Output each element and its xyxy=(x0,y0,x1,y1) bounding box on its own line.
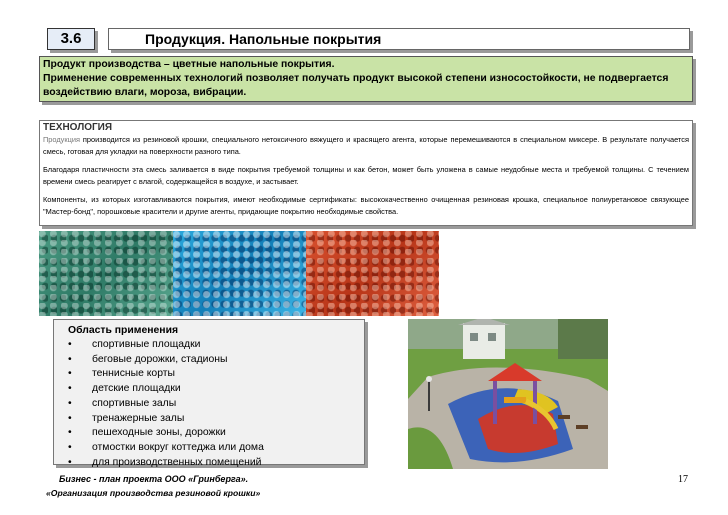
application-item: • отмостки вокруг коттеджа или дома xyxy=(64,441,354,456)
playground-photo xyxy=(408,319,608,469)
technology-paragraph-1-text: производится из резиновой крошки, специального нетоксичного вяжущего и красящего агента, которые перемешиваются в специальном миксере. В результате получается смесь, готовая для укладки на поверхности разного типа. xyxy=(43,135,689,156)
application-item: • беговые дорожки, стадионы xyxy=(64,353,354,368)
page-title: Продукция. Напольные покрытия xyxy=(108,28,690,50)
footer-organization: «Организация производства резиновой крошки» xyxy=(46,488,261,498)
intro-box xyxy=(39,56,693,102)
technology-paragraph-2: Благодаря пластичности эта смесь заливается в виде покрытия требуемой толщины и как бетон, может быть уложена в самые неудобные места и требуемой толщины. С течением времени смесь реагирует с влагой, содержащейся в воздухе, и застывает. xyxy=(43,165,689,186)
application-box xyxy=(53,319,365,468)
technology-heading: ТЕХНОЛОГИЯ xyxy=(43,122,113,133)
application-list xyxy=(64,338,354,470)
technology-paragraph-1 xyxy=(43,134,689,158)
technology-box xyxy=(39,120,693,226)
application-item: • спортивные залы xyxy=(64,397,354,412)
application-item: • детские площадки xyxy=(64,382,354,397)
application-item: • теннисные корты xyxy=(64,367,354,382)
green-crumb-swatch xyxy=(39,231,173,316)
technology-paragraph-3: Компоненты, из которых изготавливаются покрытия, имеют необходимые сертификаты: высококачественно очищенная резиновая крошка, специальное полиуретановое связующее "Мастер-бонд", порошковые красители и другие агенты, придающие покрытию необходимые свойства. xyxy=(43,195,689,216)
application-item: • для производственных помещений xyxy=(64,456,354,471)
blue-crumb-swatch xyxy=(173,231,306,316)
technology-lead-word: Продукция xyxy=(43,135,80,144)
application-item: • тренажерные залы xyxy=(64,412,354,427)
red-crumb-swatch xyxy=(306,231,439,316)
application-title: Область применения xyxy=(68,325,179,336)
application-item: • спортивные площадки xyxy=(64,338,354,353)
intro-line-1: Продукт производства – цветные напольные покрытия. xyxy=(43,59,335,70)
intro-line-2: Применение современных технологий позволяет получать продукт высокой степени износостойкости, не подвергается воздействию влаги, мороза, вибрации. xyxy=(43,73,669,98)
footer-business-plan: Бизнес - план проекта ООО «Гринберга». xyxy=(59,474,249,484)
application-item: • пешеходные зоны, дорожки xyxy=(64,426,354,441)
page-number: 17 xyxy=(678,474,688,485)
section-number: 3.6 xyxy=(47,28,95,50)
